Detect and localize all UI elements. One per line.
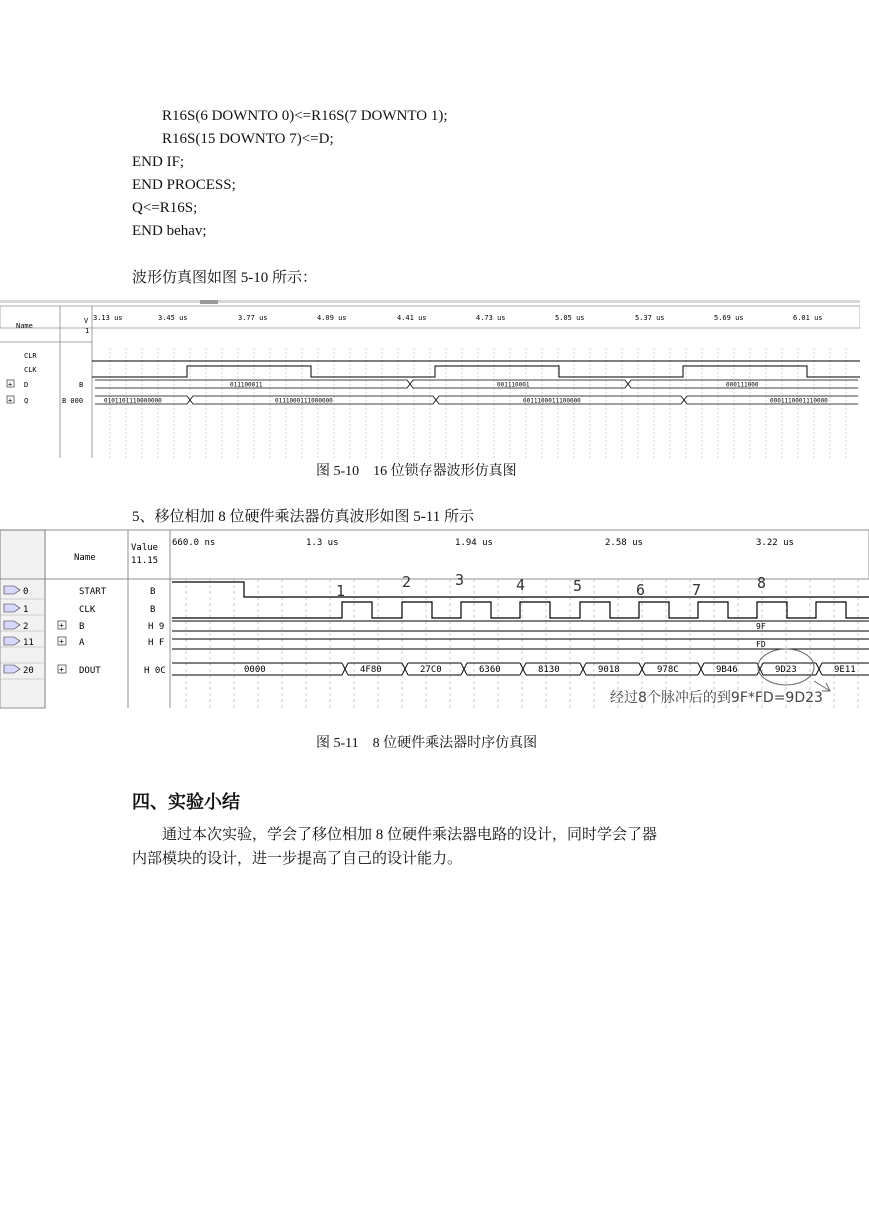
dout-value: 27C0 (420, 665, 442, 675)
section-5-text: 5、移位相加 8 位硬件乘法器仿真波形如图 5-11 所示 (132, 509, 474, 525)
dout-value: 9E11 (834, 665, 856, 675)
signal-value-a: H F (148, 638, 165, 648)
time-label: 4.09 us (317, 314, 347, 322)
signal-name-d: D (24, 381, 29, 389)
d-value: 001110001 (497, 381, 530, 389)
pulse-number: 7 (692, 581, 702, 599)
dout-value: 4F80 (360, 665, 382, 675)
dout-value: 0000 (244, 665, 266, 675)
signal-name-q: Q (24, 397, 29, 405)
q-value: 0111000111000000 (275, 397, 333, 405)
signal-value-dout: H 0C (144, 666, 166, 676)
dout-value: 9018 (598, 665, 620, 675)
time-label: 4.41 us (397, 314, 427, 322)
name-header: Name (74, 553, 96, 563)
signal-name-a: A (79, 638, 85, 648)
signal-value-b: H 9 (148, 622, 165, 632)
dout-value: 9D23 (775, 665, 797, 675)
waveform-figure-5-10 (0, 300, 860, 458)
time-label: 3.22 us (756, 538, 794, 548)
name-header: Name (16, 322, 33, 330)
time-label: 6.01 us (793, 314, 823, 322)
waveform-figure-5-11 (0, 529, 869, 709)
expand-icon-glyph: + (59, 665, 64, 674)
time-label: 5.69 us (714, 314, 744, 322)
signal-value-start: B (150, 587, 156, 597)
d-value: 011100011 (230, 381, 263, 389)
value-header: V (84, 317, 89, 325)
intro-text: 波形仿真图如图 5-10 所示： (132, 270, 317, 286)
q-value: 0011100011100000 (523, 397, 581, 405)
code-line: END IF; (132, 154, 185, 170)
pulse-number: 1 (336, 582, 346, 600)
pulse-number: 2 (402, 573, 412, 591)
signal-id: 0 (23, 587, 29, 597)
time-label: 2.58 us (605, 538, 643, 548)
time-label: 660.0 ns (172, 538, 216, 548)
signal-id: 2 (23, 622, 29, 632)
pulse-number: 6 (636, 581, 646, 599)
q-value: 0001110001110000 (770, 397, 828, 405)
code-line: Q<=R16S; (132, 200, 198, 216)
figure-caption-5-11: 图 5-11 8 位硬件乘法器时序仿真图 (316, 736, 538, 751)
signal-name-b: B (79, 622, 85, 632)
signal-name-dout: DOUT (79, 666, 101, 676)
signal-name-clr: CLR (24, 352, 37, 360)
signal-id: 20 (23, 666, 34, 676)
d-value: 000111000 (726, 381, 759, 389)
a-value: FD (756, 640, 766, 649)
time-label: 5.05 us (555, 314, 585, 322)
figure-caption-5-10: 图 5-10 16 位锁存器波形仿真图 (316, 464, 517, 479)
signal-value-q: B 000 (62, 397, 84, 405)
value-sub: 11.15 (131, 556, 159, 566)
annotation-text: 经过8个脉冲后的到9F*FD=9D23 (610, 690, 823, 706)
expand-icon-glyph: + (59, 637, 64, 646)
dout-value: 6360 (479, 665, 501, 675)
dout-value: 9B46 (716, 665, 738, 675)
expand-icon-glyph: + (8, 396, 13, 405)
code-line: END PROCESS; (132, 177, 236, 193)
summary-paragraph-line-1: 通过本次实验，学会了移位相加 8 位硬件乘法器电路的设计，同时学会了器 (162, 827, 658, 843)
code-line: R16S(15 DOWNTO 7)<=D; (162, 131, 334, 147)
b-value: 9F (756, 622, 766, 631)
dout-value: 978C (657, 665, 679, 675)
time-label: 4.73 us (476, 314, 506, 322)
pulse-number: 5 (573, 577, 583, 595)
code-line: END behav; (132, 223, 207, 239)
signal-id: 1 (23, 605, 29, 615)
pulse-number: 3 (455, 571, 465, 589)
signal-id: 11 (23, 638, 34, 648)
value-header-2: 1 (85, 327, 90, 335)
time-label: 5.37 us (635, 314, 665, 322)
signal-name-clk: CLK (24, 366, 37, 374)
time-label: 1.3 us (306, 538, 339, 548)
value-header: Value (131, 543, 159, 553)
time-label: 3.77 us (238, 314, 268, 322)
signal-value-d: B (79, 381, 84, 389)
code-line: R16S(6 DOWNTO 0)<=R16S(7 DOWNTO 1); (162, 108, 448, 124)
signal-name-clk: CLK (79, 605, 96, 615)
time-label: 1.94 us (455, 538, 493, 548)
signal-name-start: START (79, 587, 107, 597)
time-label: 3.13 us (93, 314, 123, 322)
section-heading-summary: 四、实验小结 (132, 792, 240, 812)
pulse-number: 8 (757, 574, 767, 592)
expand-icon-glyph: + (8, 380, 13, 389)
expand-icon-glyph: + (59, 621, 64, 630)
summary-paragraph-line-2: 内部模块的设计，进一步提高了自己的设计能力。 (132, 851, 463, 867)
signal-value-clk: B (150, 605, 156, 615)
time-label: 3.45 us (158, 314, 188, 322)
q-value: 0101101110000000 (104, 397, 162, 405)
pulse-number: 4 (516, 576, 526, 594)
dout-value: 8130 (538, 665, 560, 675)
